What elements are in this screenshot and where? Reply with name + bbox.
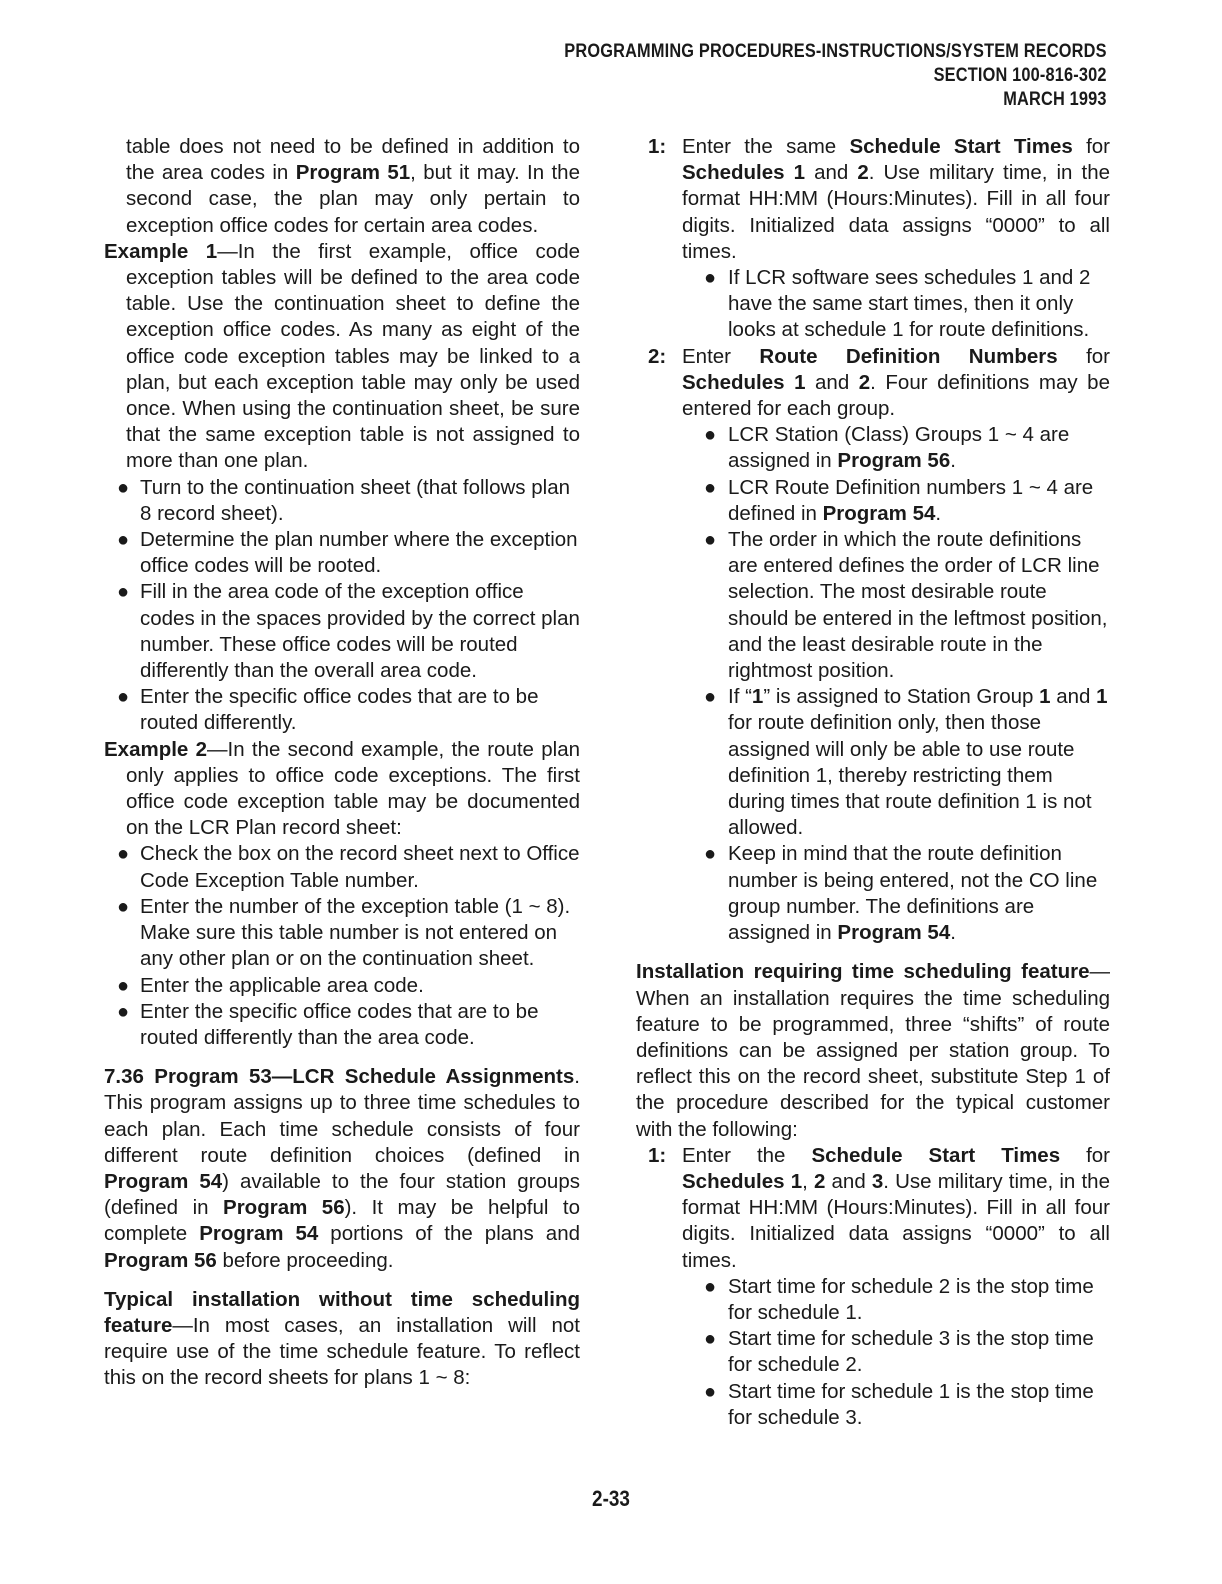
- list-item: ● Start time for schedule 1 is the stop time for schedule 3.: [704, 1379, 1094, 1429]
- list-item: ● Check the box on the record sheet next to Office Code Exception Table number.: [117, 842, 580, 892]
- example-2: Example 2—In the second example, the route plan only applies to office code exceptions. The first office code exception table may be documented on the LCR Plan record sheet: ● Check the box on the record sheet next to Office Code Exception Table number. ● Enter the number of the exception table (1 ~ 8). Make sure this table number is not entered on any other plan or on the continuation sheet. ● Enter the applicable area code. ● Enter the specific office codes that are to be routed differently than the area code.: [104, 737, 580, 1051]
- step-number: 1:: [648, 135, 667, 158]
- list-item: ● LCR Station (Class) Groups 1 ~ 4 are assigned in Program 56.: [704, 423, 1070, 473]
- step-1: 1: Enter the same Schedule Start Times for Schedules 1 and 2. Use military time, in the format HH:MM (Hours:Minutes). Fill in all four digits. Initialized data assigns “0000” to all times.: [648, 135, 1110, 263]
- list-item: ● Enter the number of the exception table (1 ~ 8). Make sure this table number is not entered on any other plan or on the continuation sheet.: [117, 894, 571, 971]
- step-2: 2: Enter Route Definition Numbers for Schedules 1 and 2. Four definitions may be entered for each group.: [648, 344, 1110, 421]
- example-1: Example 1—In the first example, office code exception tables will be defined to the area code table. Use the continuation sheet to define the exception office codes. As many as eight of the office code exception tables may be linked to a plan, but each exception table may only be used once. When using the continuation sheet, be sure that the same exception table is not assigned to more than one plan. ● Turn to the continuation sheet (that follows plan 8 record sheet). ● Determine the plan number where the exception office codes will be rooted. ● Fill in the area code of the exception office codes in the spaces provided by the correct plan number. These office codes will be routed differently than the overall area code. ● Enter the specific office codes that are to be routed differently.: [104, 239, 580, 737]
- header-section: SECTION 100-816-302: [933, 65, 1107, 86]
- example-1-bullets: [104, 475, 580, 737]
- step-1-alternate-bullets: [636, 1274, 1110, 1431]
- intro-paragraph: table does not need to be defined in addition to the area codes in Program 51, but it may. In the second case, the plan may only pertain to exception office codes for certain area codes.: [126, 135, 580, 237]
- example-1-label: Example 1: [104, 239, 218, 263]
- typical-installation: Typical installation without time scheduling feature—In most cases, an installation will not require use of the time schedule feature. To reflect this on the record sheets for plans 1 ~ 8:: [104, 1287, 580, 1390]
- left-column: [104, 134, 580, 1392]
- list-item: ● Enter the applicable area code.: [117, 973, 424, 997]
- list-item: ● If LCR software sees schedules 1 and 2 have the same start times, then it only looks at schedule 1 for route definitions.: [704, 266, 1091, 342]
- example-2-bullets: [104, 841, 580, 1051]
- page-header: [565, 40, 1107, 112]
- typical-installation-heading: Typical installation without time scheduling feature: [104, 1287, 580, 1337]
- example-2-label: Example 2: [104, 737, 207, 761]
- list-item: ● LCR Route Definition numbers 1 ~ 4 are defined in Program 54.: [704, 475, 1094, 525]
- time-scheduling-heading: Installation requiring time scheduling feature: [636, 960, 1090, 984]
- step-1-bullets: [636, 265, 1110, 344]
- section-7-36-heading: 7.36 Program 53—LCR Schedule Assignments: [104, 1065, 575, 1089]
- list-item: ● Turn to the continuation sheet (that follows plan 8 record sheet).: [117, 475, 570, 525]
- list-item: ● Enter the specific office codes that are to be routed differently.: [117, 685, 539, 735]
- page-number: 2-33: [592, 1486, 630, 1511]
- list-item: ● Enter the specific office codes that are to be routed differently than the area code.: [117, 999, 539, 1049]
- list-item: ● Fill in the area code of the exception office codes in the spaces provided by the correct plan number. These office codes will be routed differently than the overall area code.: [117, 580, 580, 683]
- header-date: MARCH 1993: [1003, 89, 1107, 110]
- list-item: ● Start time for schedule 3 is the stop time for schedule 2.: [704, 1327, 1094, 1377]
- step-number: 1:: [648, 1143, 667, 1167]
- step-2-bullets: [636, 422, 1110, 946]
- time-scheduling-installation: Installation requiring time scheduling feature—When an installation requires the time scheduling feature to be programmed, three “shifts” of route definitions can be assigned per station group. To reflect this on the record sheet, substitute Step 1 of the procedure described for the typical customer with the following:: [636, 960, 1110, 1141]
- list-item: ● Determine the plan number where the exception office codes will be rooted.: [117, 528, 578, 578]
- list-item: ● The order in which the route definitions are entered defines the order of LCR line selection. The most desirable route should be entered in the leftmost position, and the least desirable route in the rightmost position.: [704, 528, 1108, 683]
- right-column: [636, 134, 1110, 1431]
- list-item: ● Keep in mind that the route definition number is being entered, not the CO line group number. The definitions are assigned in Program 54.: [704, 842, 1098, 945]
- list-item: ● Start time for schedule 2 is the stop time for schedule 1.: [704, 1274, 1094, 1324]
- section-7-36: 7.36 Program 53—LCR Schedule Assignments. This program assigns up to three time schedules to each plan. Each time schedule consists of four different route definition choices (defined in Program 54) available to the four station groups (defined in Program 56). It may be helpful to complete Program 54 portions of the plans and Program 56 before proceeding.: [104, 1065, 580, 1272]
- header-title: PROGRAMMING PROCEDURES-INSTRUCTIONS/SYSTEM RECORDS: [564, 41, 1107, 62]
- step-number: 2:: [648, 344, 667, 368]
- step-1-alternate: 1: Enter the Schedule Start Times for Schedules 1, 2 and 3. Use military time, in the format HH:MM (Hours:Minutes). Fill in all four digits. Initialized data assigns “0000” to all times.: [648, 1143, 1111, 1272]
- list-item: ● If “1” is assigned to Station Group 1 and 1 for route definition only, then those assigned will only be able to use route definition 1, thereby restricting them during times that route definition 1 is not allowed.: [704, 685, 1108, 840]
